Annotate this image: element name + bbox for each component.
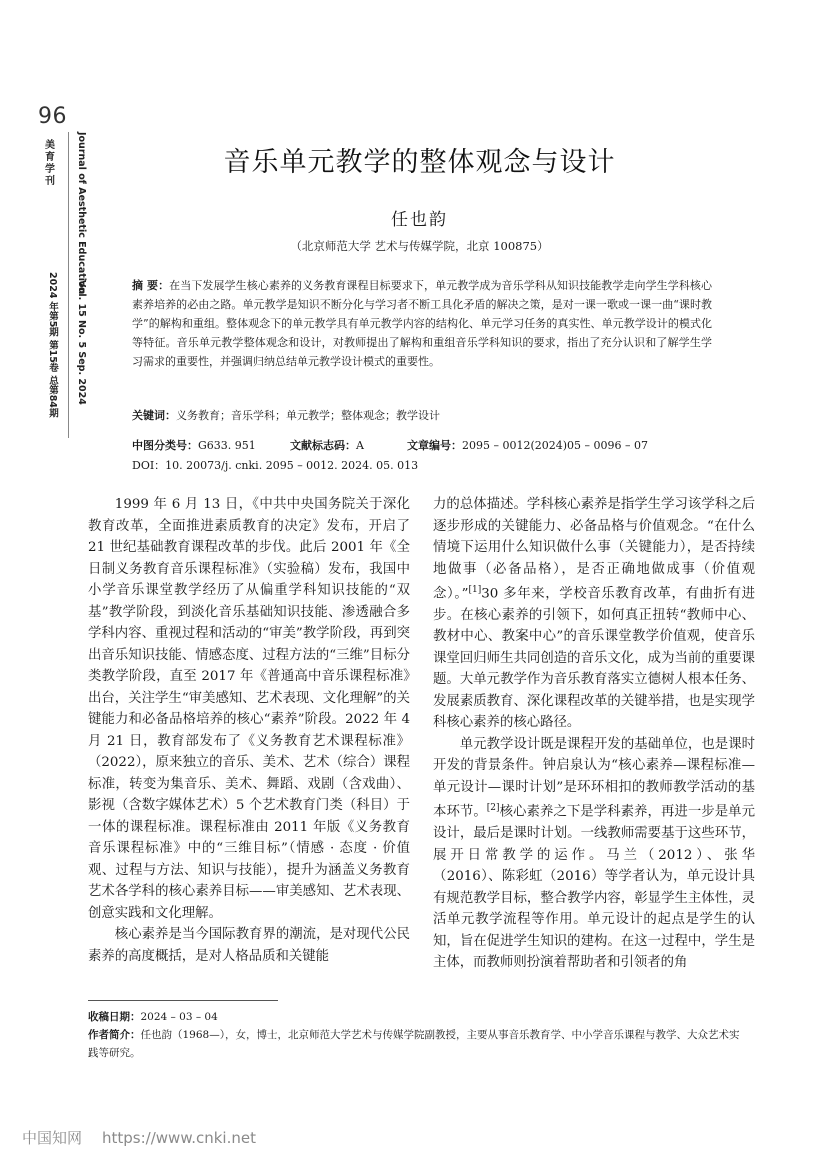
author-bio-value: 任也韵（1968—），女，博士，北京师范大学艺术与传媒学院副教授，主要从事音乐教育学、中小学音乐课程与教学、大众艺术实践等研究。 xyxy=(88,1029,740,1059)
article-number-value: 2095 – 0012(2024)05 – 0096 – 07 xyxy=(462,439,649,452)
doc-code-label: 文献标志码： xyxy=(290,439,356,452)
journal-name-cn: 美育学刊 xyxy=(45,140,55,187)
received-date-label: 收稿日期： xyxy=(88,1011,141,1023)
received-date-value: 2024 – 03 – 04 xyxy=(140,1011,218,1023)
doc-code-value: A xyxy=(356,439,364,452)
body-column-right xyxy=(433,494,755,974)
article-number-label: 文章编号： xyxy=(407,439,462,452)
issue-info: 2024 年第5期 第15卷 总第84期 xyxy=(47,272,58,418)
article-title: 音乐单元教学的整体观念与设计 xyxy=(223,147,616,178)
watermark-url: https://www.cnki.net xyxy=(102,1129,256,1147)
volume-info: Vol. 15 No. 5 Sep. 2024 xyxy=(76,280,87,405)
body-text: 核心素养之下是学科素养，再进一步是单元设计，最后是课时计划。一线教师需要基于这些环节，展开日常教学的运作。马兰（2012）、张华（2016）、陈彩虹（2016）等学者认为，单元设计具有规范教学目标，整合教学内容，彰显学生主体性，灵活单元教学流程等作用。单元设计的起点是学生的认知，旨在促进学生知识的建构。在这一过程中，学生是主体，而教师则扮演着帮助者和引领者的角 xyxy=(433,804,756,971)
author-name: 任也韵 xyxy=(391,210,448,230)
citation-2: [2] xyxy=(486,803,500,814)
body-paragraph: 1999 年 6 月 13 日，《中共中央国务院关于深化教育改革，全面推进素质教育的决定》发布，开启了 21 世纪基础教育课程改革的步伐。此后 2001 年《全日制义务教育音乐课程标准》（实验稿）发布，我国中小学音乐课堂教学经历了从偏重学科知识技能的“双基”教学阶段，到淡化音乐基础知识技能、渗透融合多学科内容、重视过程和活动的“审美”教学阶段，再到突出音乐知识技能、情感态度、过程方法的“三维”目标分类教学阶段，直至 2017 年《普通高中音乐课程标准》出台，关注学生“审美感知、艺术表现、文化理解”的关键能力和必备品格培养的核心“素养”阶段。2022 年 4 月 21 日，教育部发布了《义务教育艺术课程标准》（2022），原来独立的音乐、美术、艺术（综合）课程标准，转变为集音乐、美术、舞蹈、戏剧（含戏曲）、影视（含数字媒体艺术）5 个艺术教育门类（科目）于一体的课程标准。课程标准由 2011 年版《义务教育音乐课程标准》中的“三维目标”（情感 · 态度 · 价值观、过程与方法、知识与技能），提升为涵盖义务教育艺术各学科的核心素养目标——审美感知、艺术表现、创意实践和文化理解。 xyxy=(88,497,410,921)
abstract-text: 在当下发展学生核心素养的义务教育课程目标要求下，单元教学成为音乐学科从知识技能教学走向学生学科核心素养培养的必由之路。单元教学是知识不断分化与学习者不断工具化矛盾的解决之策，是对一课一歌或一课一曲“课时教学”的解构和重组。整体观念下的单元教学具有单元教学内容的结构化、单元学习任务的真实性、单元教学设计的模式化等特征。音乐单元教学整体观念和设计，对教师提出了解构和重组音乐学科知识的要求，指出了充分认识和了解学生学习需求的重要性，并强调归纳总结单元教学设计模式的重要性。 xyxy=(132,279,712,368)
journal-name-en: Journal of Aesthetic Education xyxy=(76,132,87,295)
clc-label: 中图分类号： xyxy=(132,439,198,452)
cnki-watermark xyxy=(22,1127,256,1148)
author-bio-label: 作者简介： xyxy=(88,1029,141,1041)
keywords-label: 关键词： xyxy=(132,409,176,422)
classification-row xyxy=(132,437,732,453)
doi: DOI：10. 20073/j. cnki. 2095 – 0012. 2024. 05. 013 xyxy=(132,459,419,472)
body-text: 力的总体描述。学科核心素养是指学生学习该学科之后逐步形成的关键能力、必备品格与价值观念。“在什么情境下运用什么知识做什么事（关键能力），是否持续地做事（必备品格），是否正确地做成事（价值观念）。” xyxy=(433,497,755,602)
abstract xyxy=(132,276,712,371)
body-column-left xyxy=(88,494,410,967)
body-text: 30 多年来，学校音乐教育改革，有曲折有进步。在核心素养的引领下，如何真正扭转“教师中心、教材中心、教案中心”的音乐课堂教学价值观，使音乐课堂回归师生共同创造的音乐文化，成为当前的重要课题。大单元教学作为音乐教育落实立德树人根本任务、发展素质教育、深化课程改革的关键举措，也是实现学科核心素养的核心路径。 xyxy=(433,586,756,731)
watermark-brand: 中国知网 xyxy=(22,1129,83,1147)
footnotes xyxy=(88,1008,748,1062)
abstract-label: 摘 要： xyxy=(132,279,170,292)
clc-value: G633. 951 xyxy=(198,439,256,452)
footnote-divider xyxy=(88,1000,278,1001)
author-affiliation: （北京师范大学 艺术与传媒学院，北京 100875） xyxy=(290,239,549,253)
body-paragraph-continued xyxy=(433,494,755,734)
body-paragraph xyxy=(433,734,755,974)
body-text: 单元教学设计既是课程开发的基础单位，也是课时开发的背景条件。钟启泉认为“核心素养—课程标准—单元设计—课时计划”是环环相扣的教师教学活动的基本环节。 xyxy=(433,736,755,820)
keywords-text: 义务教育；音乐学科；单元教学；整体观念；教学设计 xyxy=(176,409,440,422)
body-paragraph: 核心素养是当今国际教育界的潮流，是对现代公民素养的高度概括，是对人格品质和关键能 xyxy=(88,927,410,964)
keywords xyxy=(132,407,712,423)
citation-1: [1] xyxy=(468,585,482,595)
page-number: 96 xyxy=(38,104,67,129)
